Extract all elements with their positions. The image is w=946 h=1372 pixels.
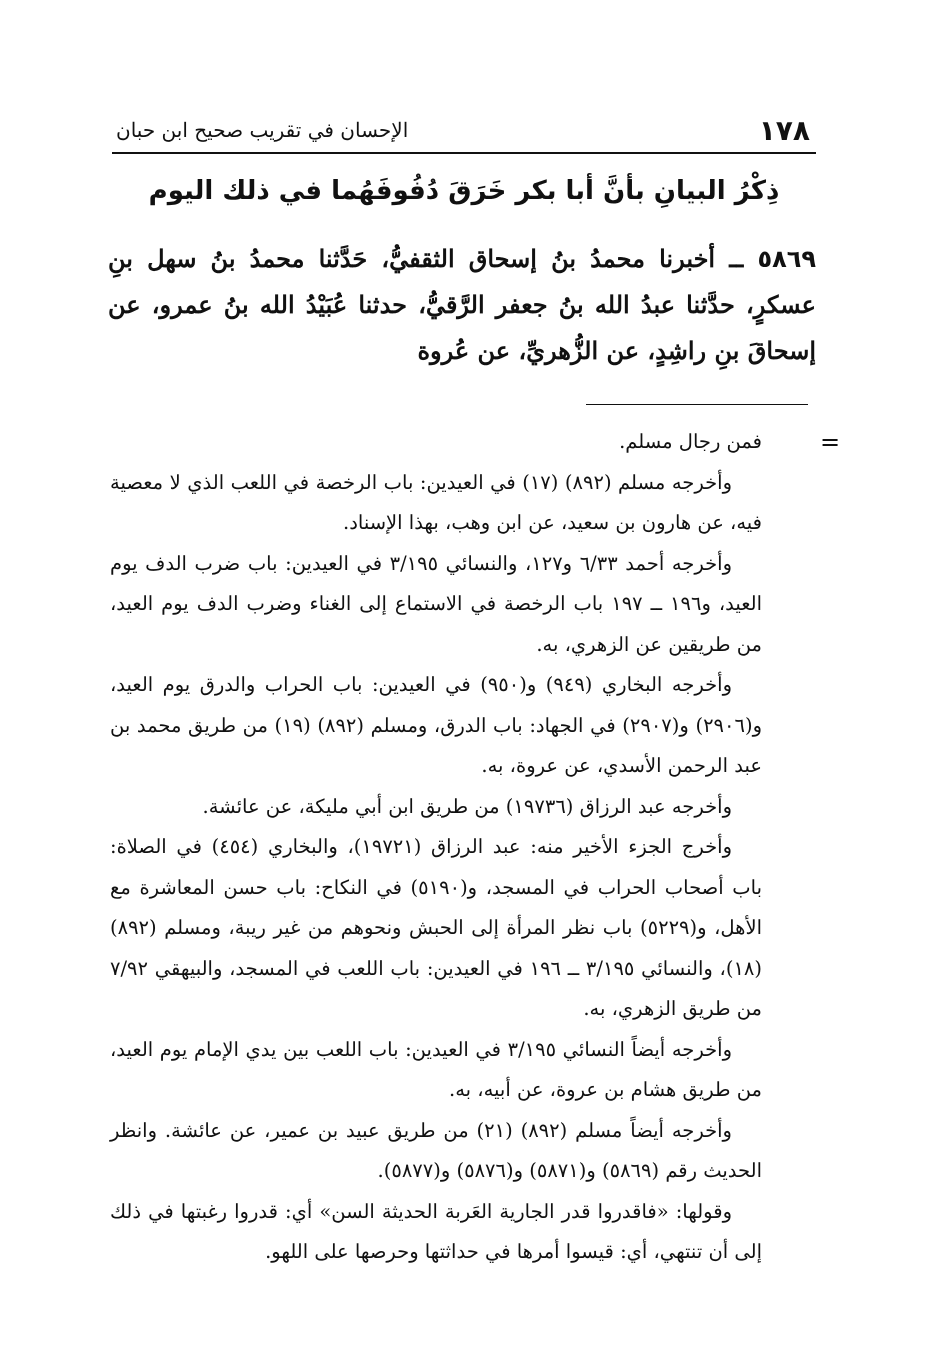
footnotes-block [110,422,762,1273]
page-header [112,108,816,154]
footnote-continuation-mark: = [820,428,841,456]
hadith-dash: ــ [729,244,744,273]
footnote-paragraph: وأخرجه أحمد ٦/٣٣ و١٢٧، والنسائي ٣/١٩٥ في العيدين: باب ضرب الدف يوم العيد، و١٩٦ ــ ١٩٧ باب الرخصة في الاستماع إلى الغناء وضرب الدف يوم العيد، من طريقين عن الزهري، به. [110,551,763,656]
footnote-paragraph: فمن رجال مسلم. [619,430,762,453]
hadith-text-block [108,236,816,374]
running-title: الإحسان في تقريب صحيح ابن حبان [116,118,409,142]
footnote-paragraph: وأخرجه أيضاً النسائي ٣/١٩٥ في العيدين: باب اللعب بين يدي الإمام يوم العيد، من طريق هشام بن عروة، عن أبيه، به. [110,1037,762,1101]
footnote-paragraph: وقولها: «فاقدروا قدر الجارية العَربة الحديثة السن» أي: قدروا رغبتها في ذلك إلى أن تنتهي، أي: قيسوا أمرها في حداثتها وحرصها على اللهو. [110,1199,762,1263]
page-number: ١٧٨ [758,114,810,147]
hadith-number: ٥٨٦٩ [757,245,817,273]
footnote-separator [586,404,808,405]
footnote-paragraph: وأخرجه مسلم (٨٩٢) (١٧) في العيدين: باب الرخصة في اللعب الذي لا معصية فيه، عن هارون بن سعيد، عن ابن وهب، بهذا الإسناد. [110,470,762,534]
footnote-paragraph: وأخرجه البخاري (٩٤٩) و(٩٥٠) في العيدين: باب الحراب والدرق يوم العيد، و(٢٩٠٦) و(٢٩٠٧) في الجهاد: باب الدرق، ومسلم (٨٩٢) (١٩) من طريق محمد بن عبد الرحمن الأسدي، عن عروة، به. [110,673,762,777]
section-heading: ذِكْرُ البيانِ بأنَّ أبا بكر خَرَقَ دُفُوفَهُما في ذلك اليوم [148,176,780,206]
footnote-paragraph: وأخرج الجزء الأخير منه: عبد الرزاق (١٩٧٢١)، والبخاري (٤٥٤) في الصلاة: باب أصحاب الحراب في المسجد، و(٥١٩٠) في النكاح: باب حسن المعاشرة مع الأهل، و(٥٢٢٩) باب نظر المرأة إلى الحبش ونحوهم من غير ريبة، ومسلم (٨٩٢) (١٨)، والنسائي ٣/١٩٥ ــ ١٩٦ في العيدين: باب اللعب في المسجد، والبيهقي ٧/٩٢ من طريق الزهري، به. [110,835,763,1020]
hadith-text: أخبرنا محمدُ بنُ إسحاق الثقفيُّ، حَدَّثنا محمدُ بنُ سهل بنِ عسكرٍ، حدَّثنا عبدُ الله بنُ جعفر الرَّقيُّ، حدثنا عُبَيْدُ الله بنُ عمرو، عن إسحاقَ بنِ راشِدٍ، عن الزُّهريِّ، عن عُروة [108,244,816,365]
footnote-paragraph: وأخرجه عبد الرزاق (١٩٧٣٦) من طريق ابن أبي مليكة، عن عائشة. [202,794,732,818]
footnote-paragraph: وأخرجه أيضاً مسلم (٨٩٢) (٢١) من طريق عبيد بن عمير، عن عائشة. وانظر الحديث رقم (٥٨٦٩) و(٥٨٧١) و(٥٨٧٦) و(٥٨٧٧). [110,1118,762,1182]
